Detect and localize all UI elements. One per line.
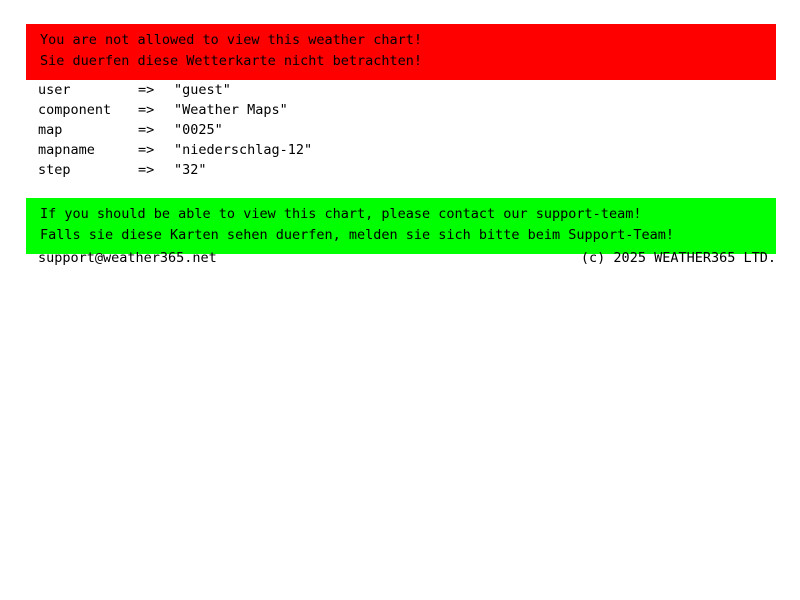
parameter-row-mapname <box>38 140 312 160</box>
parameter-arrow: => <box>138 122 155 138</box>
parameter-key: mapname <box>38 142 95 158</box>
parameter-row-user <box>38 80 312 100</box>
parameter-value: "niederschlag-12" <box>174 142 313 158</box>
parameter-arrow: => <box>138 142 155 158</box>
parameter-key: step <box>38 162 71 178</box>
info-message-de: Falls sie diese Karten sehen duerfen, melden sie sich bitte beim Support-Team! <box>40 227 674 243</box>
parameter-key: user <box>38 82 71 98</box>
info-message-en: If you should be able to view this chart, please contact our support-team! <box>40 206 642 222</box>
parameter-value: "32" <box>174 162 207 178</box>
parameter-row-step <box>38 160 312 180</box>
support-email-link[interactable]: support@weather365.net <box>38 250 217 266</box>
error-message-de: Sie duerfen diese Wetterkarte nicht betrachten! <box>40 53 423 69</box>
parameter-arrow: => <box>138 82 155 98</box>
parameter-arrow: => <box>138 162 155 178</box>
parameter-key: component <box>38 102 112 118</box>
parameter-row-component <box>38 100 312 120</box>
parameter-row-map <box>38 120 312 140</box>
page-footer <box>38 250 776 266</box>
parameter-value: "guest" <box>174 82 231 98</box>
error-banner <box>26 24 776 80</box>
parameter-value: "0025" <box>174 122 223 138</box>
parameter-value: "Weather Maps" <box>174 102 288 118</box>
parameter-arrow: => <box>138 102 155 118</box>
parameter-key: map <box>38 122 63 138</box>
parameter-list <box>38 80 312 180</box>
copyright-notice: (c) 2025 WEATHER365 LTD. <box>580 250 776 266</box>
error-message-en: You are not allowed to view this weather chart! <box>40 32 423 48</box>
info-banner <box>26 198 776 254</box>
